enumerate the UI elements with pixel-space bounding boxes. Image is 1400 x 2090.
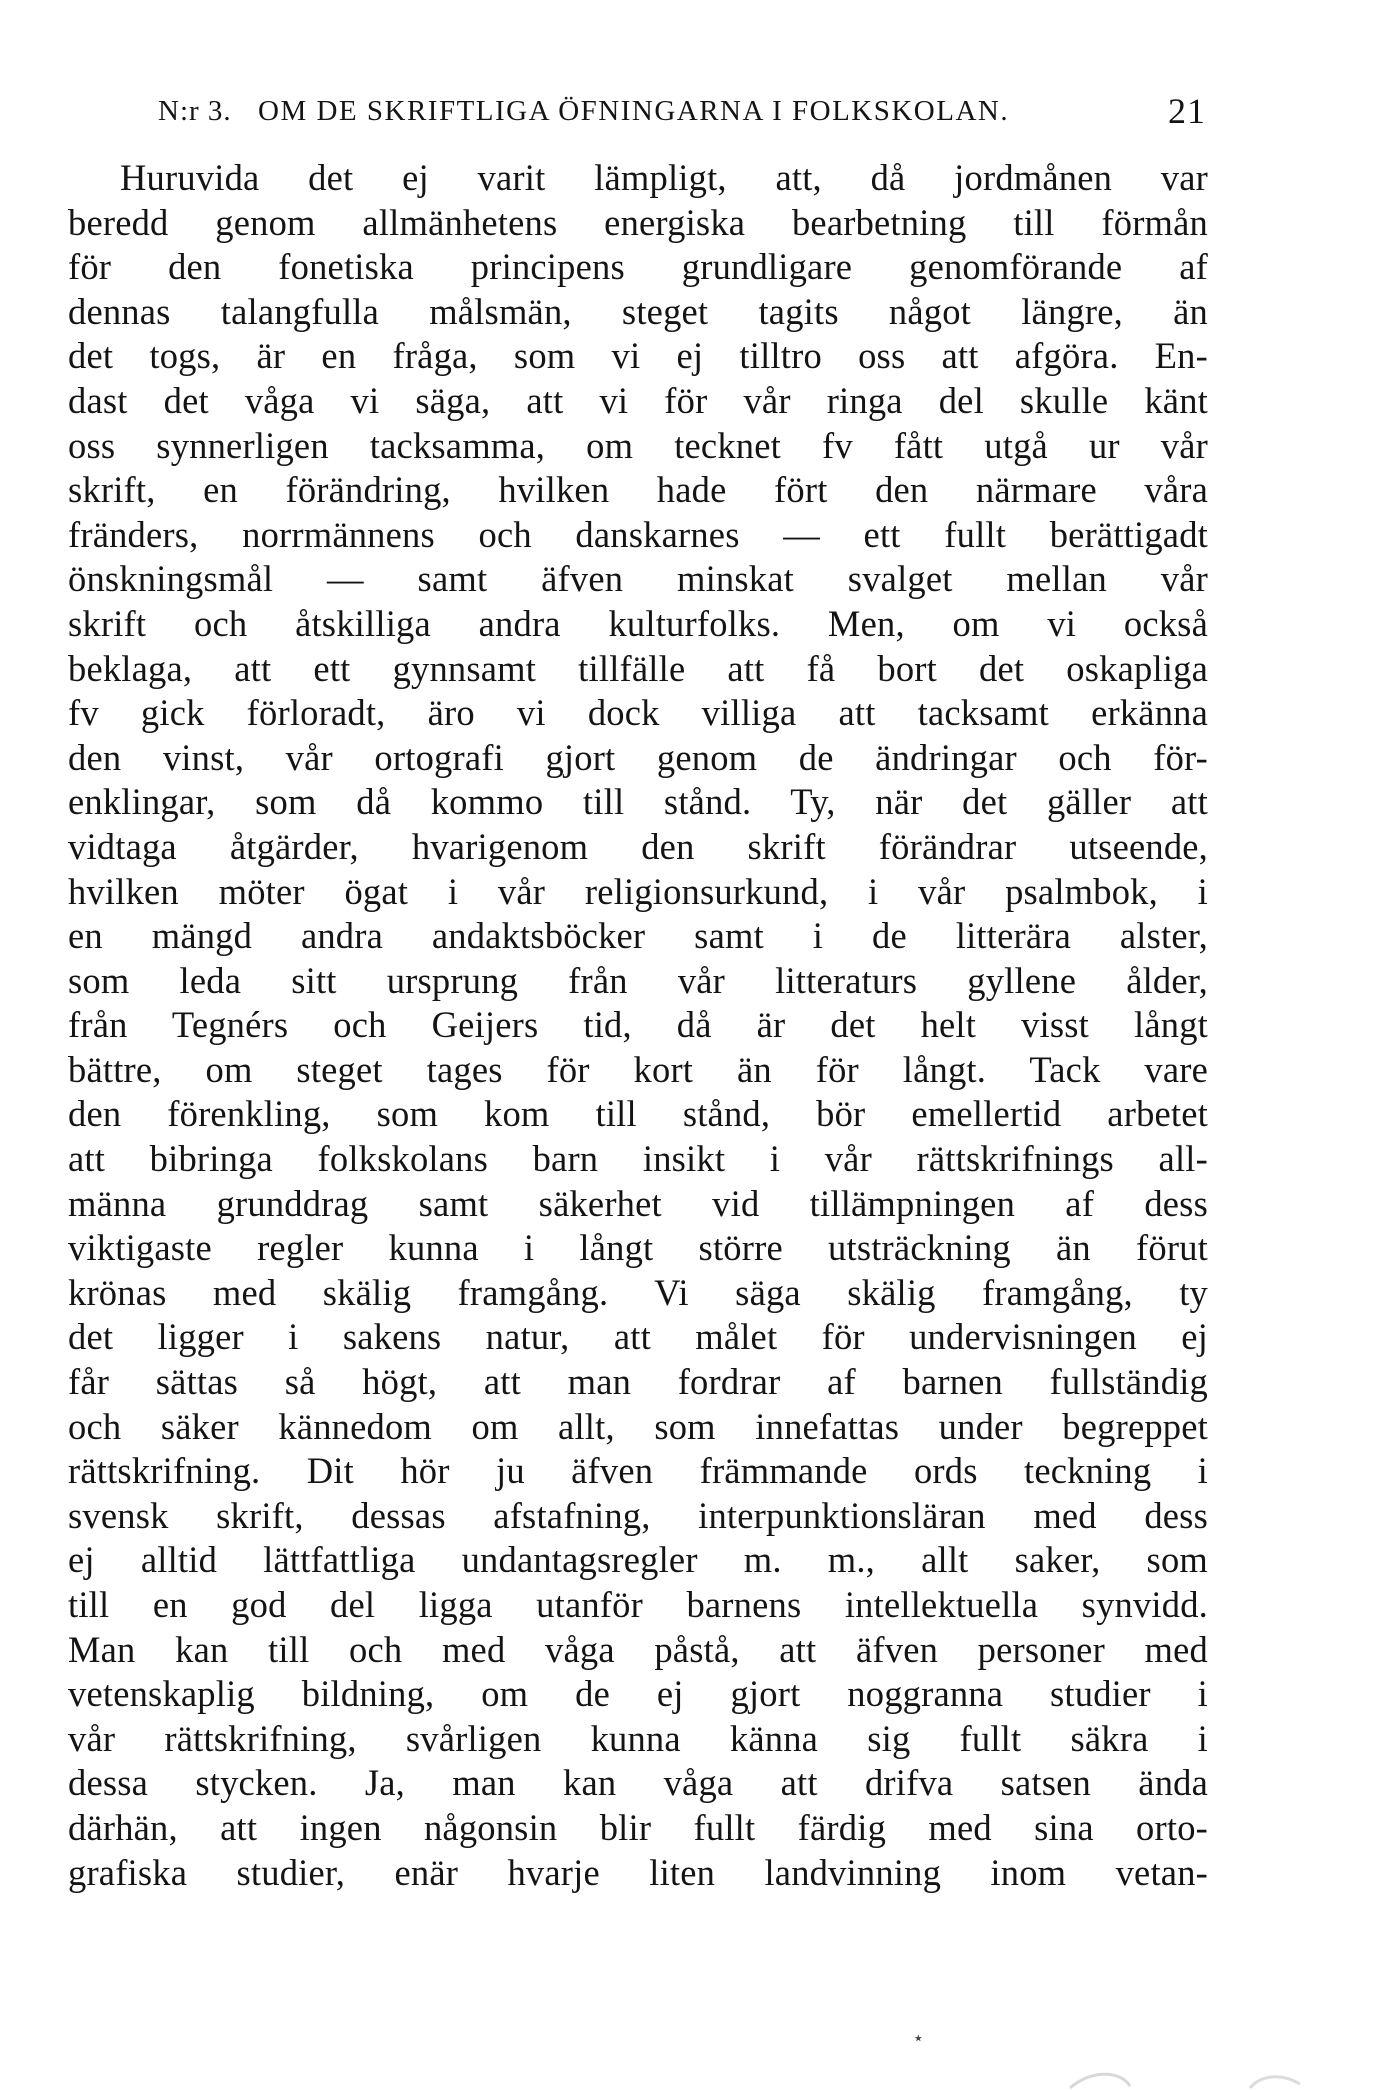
running-head <box>158 86 1206 136</box>
text-line: från Tegnérs och Geijers tid, då är det helt visst långt <box>68 1004 1208 1046</box>
text-line: Man kan till och med våga påstå, att äfven personer med <box>68 1628 1208 1670</box>
text-line: en mängd andra andaktsböcker samt i de litterära alster, <box>68 915 1208 957</box>
text-line: skrift och åtskilliga andra kulturfolks. Men, om vi också <box>68 602 1208 644</box>
text-line: bättre, om steget tages för kort än för långt. Tack vare <box>68 1048 1208 1090</box>
text-line: ej alltid lättfattliga undantagsregler m. m., allt saker, som <box>68 1539 1208 1581</box>
text-line: den förenkling, som kom till stånd, bör emellertid arbetet <box>68 1093 1208 1135</box>
text-line: svensk skrift, dessas afstafning, interpunktionsläran med dess <box>68 1494 1208 1536</box>
text-line: det togs, är en fråga, som vi ej tilltro oss att afgöra. En- <box>68 335 1208 377</box>
text-line: Huruvida det ej varit lämpligt, att, då jordmånen var <box>120 157 1208 198</box>
text-line: den vinst, vår ortografi gjort genom de ändringar och för- <box>68 736 1208 778</box>
ink-speck: ٭ <box>914 2030 923 2047</box>
text-line: männa grunddrag samt säkerhet vid tillämpningen af dess <box>68 1182 1208 1224</box>
show-through-mark <box>1050 2066 1350 2090</box>
text-line: enklingar, som då kommo till stånd. Ty, när det gäller att <box>68 781 1208 823</box>
page-number: 21 <box>1168 91 1206 131</box>
body-paragraph <box>68 156 1208 1895</box>
text-line: och säker kännedom om allt, som innefattas under begreppet <box>68 1405 1208 1447</box>
text-line: som leda sitt ursprung från vår litteraturs gyllene ålder, <box>68 959 1208 1001</box>
text-line: för den fonetiska principens grundligare genomförande af <box>68 246 1208 288</box>
text-line: att bibringa folkskolans barn insikt i vår rättskrifnings all- <box>68 1138 1208 1180</box>
text-line: beklaga, att ett gynnsamt tillfälle att få bort det oskapliga <box>68 647 1208 689</box>
text-line: skrift, en förändring, hvilken hade fört den närmare våra <box>68 469 1208 511</box>
text-line: till en god del ligga utanför barnens intellektuella synvidd. <box>68 1584 1208 1625</box>
text-line: krönas med skälig framgång. Vi säga skälig framgång, ty <box>68 1271 1208 1313</box>
text-line: vetenskaplig bildning, om de ej gjort noggranna studier i <box>68 1673 1208 1715</box>
text-line: det ligger i sakens natur, att målet för undervisningen ej <box>68 1316 1208 1358</box>
text-line: dennas talangfulla målsmän, steget tagits något längre, än <box>68 290 1208 332</box>
text-line: beredd genom allmänhetens energiska bearbetning till förmån <box>68 201 1208 243</box>
text-line: därhän, att ingen någonsin blir fullt färdig med sina orto- <box>68 1806 1208 1848</box>
issue-number: N:r 3. <box>158 95 232 127</box>
text-line: viktigaste regler kunna i långt större utsträckning än förut <box>68 1227 1208 1269</box>
text-line: rättskrifning. Dit hör ju äfven främmande ords teckning i <box>68 1450 1208 1492</box>
text-line: fv gick förloradt, äro vi dock villiga att tacksamt erkänna <box>68 692 1208 734</box>
text-line: vidtaga åtgärder, hvarigenom den skrift förändrar utseende, <box>68 825 1208 867</box>
chapter-title: OM DE SKRIFTLIGA ÖFNINGARNA I FOLKSKOLAN. <box>258 95 1010 127</box>
text-line: hvilken möter ögat i vår religionsurkund, i vår psalmbok, i <box>68 870 1208 912</box>
text-line: fränders, norrmännens och danskarnes — ett fullt berättigadt <box>68 513 1208 555</box>
text-line: önskningsmål — samt äfven minskat svalget mellan vår <box>68 558 1208 600</box>
text-line: får sättas så högt, att man fordrar af barnen fullständig <box>68 1361 1208 1403</box>
text-line: oss synnerligen tacksamma, om tecknet fv fått utgå ur vår <box>68 424 1208 466</box>
text-line: dessa stycken. Ja, man kan våga att drifva satsen ända <box>68 1762 1208 1804</box>
text-line: vår rättskrifning, svårligen kunna känna sig fullt säkra i <box>68 1717 1208 1759</box>
text-line: dast det våga vi säga, att vi för vår ringa del skulle känt <box>68 379 1208 421</box>
text-line: grafiska studier, enär hvarje liten landvinning inom vetan- <box>68 1851 1208 1893</box>
